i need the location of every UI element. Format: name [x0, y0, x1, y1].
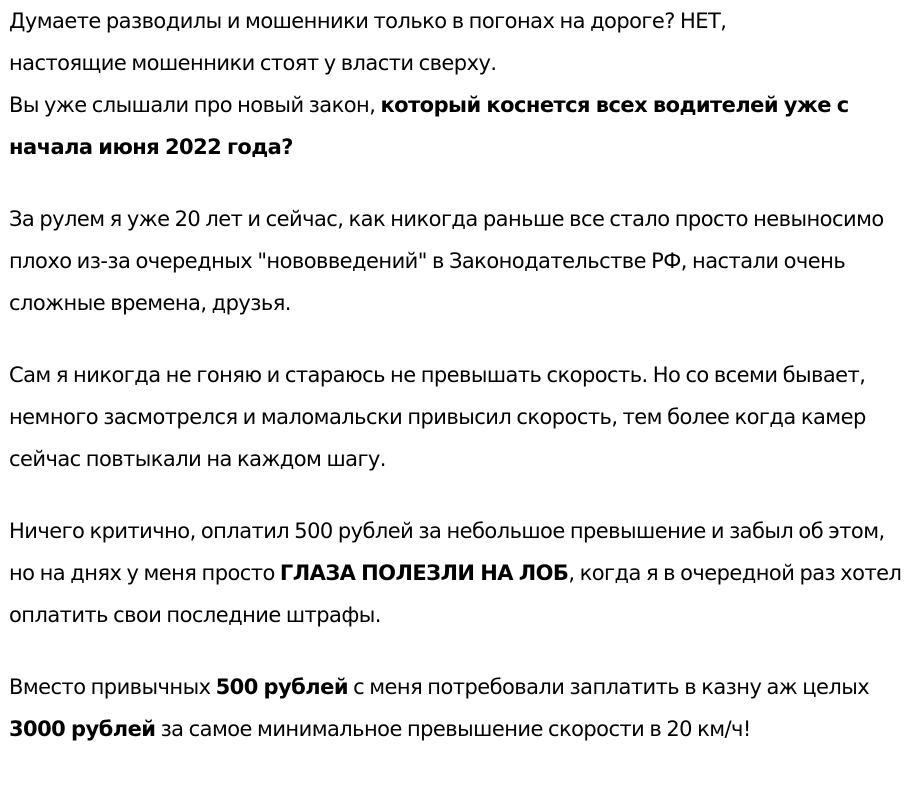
intro-line-2: настоящие мошенники стоят у власти сверху. — [9, 51, 497, 75]
new-fine-text-1: Вместо привычных — [9, 675, 216, 699]
intro-text: Вы уже слышали про новый закон, — [9, 93, 381, 117]
intro-line-1: Думаете разводилы и мошенники только в погонах на дороге? НЕТ, — [9, 9, 727, 33]
speeding-text: Сам я никогда не гоняю и стараюсь не превышать скорость. Но со всеми бывает, немного засмотрелся и маломальски привысил скорость, тем более когда камер сейчас повтыкали на каждом шагу. — [9, 363, 866, 471]
old-fine-amount: 500 рублей — [215, 675, 348, 699]
new-fine-text-3: за самое минимальное превышение скорости в 20 км/ч! — [155, 717, 751, 741]
intro-bold-text: который коснется всех водителей уже с начала июня 2022 года? — [9, 93, 849, 159]
paragraph-fine — [9, 510, 904, 636]
fine-text-1: Ничего критично, оплатил 500 рублей за небольшое превышение и забыл об этом, но на днях у меня просто — [9, 519, 885, 585]
paragraph-speeding — [9, 354, 904, 480]
paragraph-driving-experience — [9, 198, 904, 324]
driving-experience-text: За рулем я уже 20 лет и сейчас, как никогда раньше все стало просто невыносимо плохо из-за очередных "нововведений" в Законодательстве РФ, настали очень сложные времена, друзья. — [9, 207, 884, 315]
paragraph-intro — [9, 0, 904, 168]
new-fine-text-2: с меня потребовали заплатить в казну аж целых — [347, 675, 870, 699]
fine-text-2: , когда я в очередной раз хотел оплатить свои последние штрафы. — [9, 561, 902, 627]
paragraph-new-fine — [9, 666, 904, 750]
fine-bold-text: ГЛАЗА ПОЛЕЗЛИ НА ЛОБ — [279, 561, 569, 585]
new-fine-amount: 3000 рублей — [9, 717, 156, 741]
